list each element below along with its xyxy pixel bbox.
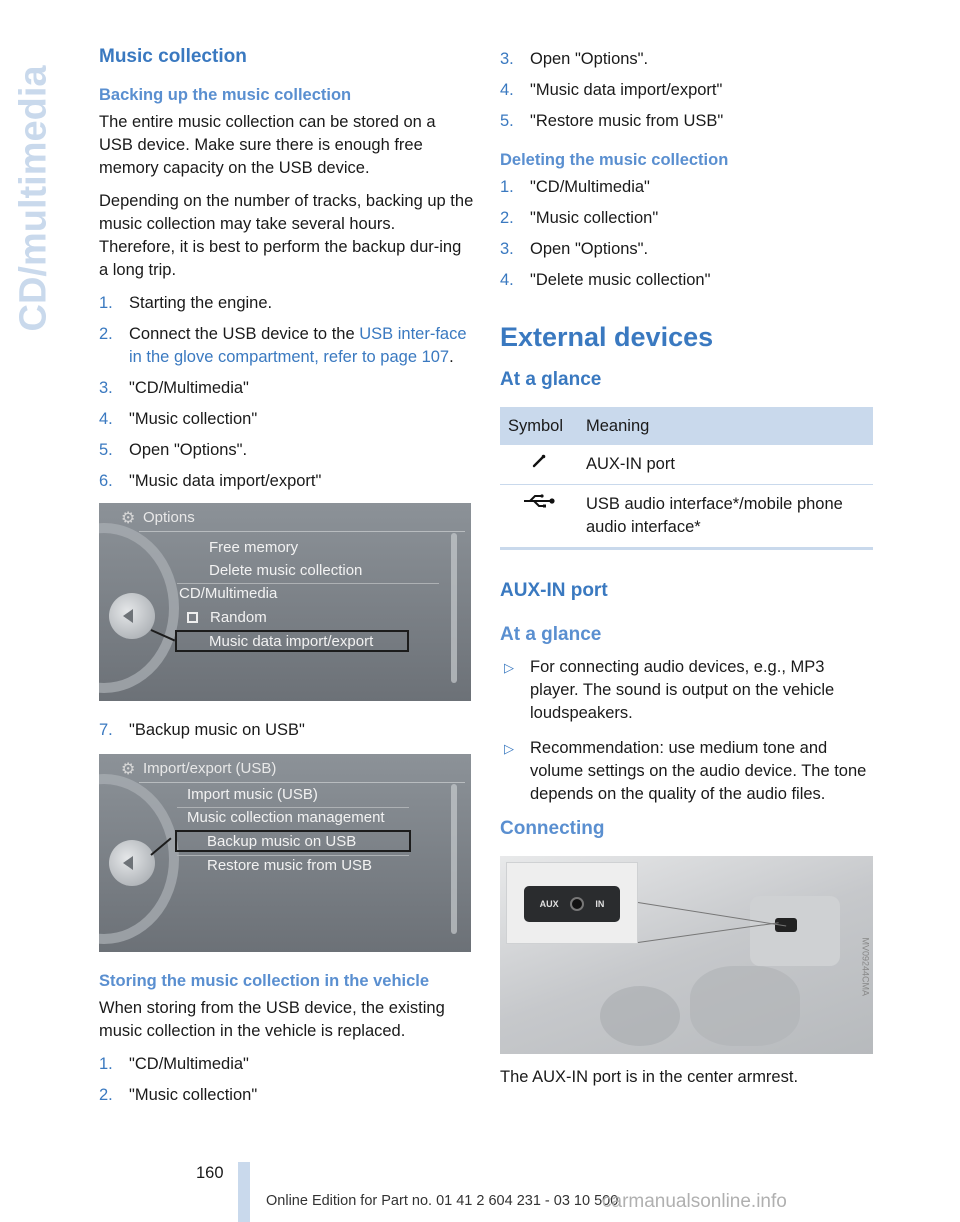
- list-item: 2. Connect the USB device to the USB inter-face in the glove compartment, refer to page 107.: [99, 325, 467, 366]
- checkbox-icon: [187, 612, 198, 623]
- menu-item-restore-music: Restore music from USB: [207, 857, 373, 874]
- deleting-steps: [500, 176, 875, 292]
- image-code: MV09244CMA: [861, 937, 871, 996]
- list-item: 2. "Music collection": [500, 209, 659, 227]
- list-item: 1. "CD/Multimedia": [99, 1055, 249, 1073]
- list-item: 1. Starting the engine.: [99, 294, 273, 312]
- list-item: 1. "CD/Multimedia": [500, 178, 650, 196]
- controller-knob-icon: [109, 840, 155, 886]
- menu-item-backup-music: Backup music on USB: [207, 833, 357, 850]
- backup-steps: [99, 292, 474, 493]
- storing-steps: [99, 1053, 474, 1107]
- triangle-bullet-icon: ▷: [504, 741, 514, 756]
- cupholder-shape: [690, 966, 800, 1046]
- page-number: 160: [196, 1164, 224, 1182]
- aux-port-photo: [500, 856, 873, 1054]
- side-tab-label: CD/multimedia: [12, 65, 55, 332]
- list-item: 5. "Restore music from USB": [500, 112, 724, 130]
- list-item: 4. "Music data import/export": [500, 81, 723, 99]
- divider: [177, 583, 439, 584]
- divider: [177, 855, 409, 856]
- triangle-bullet-icon: ▷: [504, 660, 514, 675]
- divider: [139, 531, 465, 532]
- list-item: ▷ For connecting audio devices, e.g., MP3 player. The sound is output on the vehicle loudspeakers.: [500, 656, 875, 725]
- scrollbar: [451, 533, 457, 683]
- heading-aux-in-port: AUX-IN port: [500, 580, 608, 601]
- side-tab: [0, 40, 60, 360]
- usb-interface-link[interactable]: USB inter-face in the glove compartment, refer to page 107: [129, 325, 467, 366]
- meaning-usb: USB audio interface*/mobile phone audio interface*: [578, 485, 873, 549]
- heading-deleting: Deleting the music collection: [500, 151, 729, 169]
- heading-backup: Backing up the music collection: [99, 86, 352, 104]
- storing-para: When storing from the USB device, the existing music collection in the vehicle is replaced.: [99, 999, 445, 1040]
- heading-at-a-glance: At a glance: [500, 369, 602, 390]
- screen-title: Import/export (USB): [143, 760, 277, 777]
- menu-item-delete-collection: Delete music collection: [209, 562, 363, 579]
- list-item: 5. Open "Options".: [99, 441, 248, 459]
- list-item: 7. "Backup music on USB": [99, 721, 305, 739]
- usb-icon: [500, 485, 578, 549]
- menu-item-random: Random: [187, 609, 267, 626]
- list-item: 3. Open "Options".: [500, 240, 649, 258]
- controller-knob-icon: [109, 593, 155, 639]
- divider: [177, 807, 409, 808]
- menu-item-music-import-export: Music data import/export: [209, 633, 374, 650]
- list-item: 2. "Music collection": [99, 1086, 258, 1104]
- watermark: carmanualsonline.info: [602, 1191, 787, 1212]
- menu-item-free-memory: Free memory: [209, 539, 299, 556]
- heading-connecting: Connecting: [500, 818, 605, 839]
- footer-text: Online Edition for Part no. 01 41 2 604 231 - 03 10 500: [266, 1193, 619, 1209]
- jack-icon: [570, 897, 584, 911]
- backup-step-7: [99, 719, 474, 742]
- col-symbol: Symbol: [500, 407, 578, 445]
- heading-storing: Storing the music collection in the vehicle: [99, 972, 430, 990]
- heading-aux-at-a-glance: At a glance: [500, 624, 602, 645]
- heading-external-devices: External devices: [500, 322, 714, 352]
- aux-bullets: [500, 656, 875, 806]
- photo-caption: The AUX-IN port is in the center armrest.: [500, 1068, 799, 1086]
- divider: [139, 782, 465, 783]
- meaning-aux: AUX-IN port: [586, 455, 675, 473]
- table-header: [500, 407, 873, 445]
- highlight-frame: [175, 830, 411, 852]
- highlight-frame: [175, 630, 409, 652]
- col-meaning: Meaning: [578, 407, 873, 445]
- list-item: 6. "Music data import/export": [99, 472, 322, 490]
- symbol-table: [500, 407, 873, 550]
- section-title-music-collection: Music collection: [99, 46, 247, 67]
- backup-para-2: Depending on the number of tracks, backing up the music collection may take several hours. Therefore, it is best to perform the backup dur-ing a long trip.: [99, 192, 474, 279]
- list-item: 3. Open "Options".: [500, 50, 649, 68]
- menu-item-import-music: Import music (USB): [187, 786, 318, 803]
- list-item: 4. "Music collection": [99, 410, 258, 428]
- footer-bar: [238, 1162, 250, 1222]
- list-item: 4. "Delete music collection": [500, 271, 711, 289]
- cupholder-shape: [600, 986, 680, 1046]
- backup-para-1: The entire music collection can be stored on a USB device. Make sure there is enough free memory capacity on the USB device.: [99, 113, 436, 177]
- list-item: 3. "CD/Multimedia": [99, 379, 249, 397]
- storing-steps-cont: [500, 48, 875, 133]
- scrollbar: [451, 784, 457, 934]
- right-column: [500, 40, 875, 1087]
- gear-icon: ⚙: [121, 510, 136, 527]
- aux-plug-icon: [500, 445, 578, 485]
- table-row: [500, 445, 873, 485]
- left-column: [99, 40, 474, 1115]
- menu-item-collection-management: Music collection management: [187, 809, 385, 826]
- menu-group-cd-multimedia: CD/Multimedia: [179, 585, 278, 602]
- table-row: [500, 485, 873, 549]
- idrive-screen-options: [99, 503, 471, 701]
- aux-in-panel: AUX IN: [524, 886, 620, 922]
- idrive-screen-import-export: [99, 754, 471, 952]
- list-item: ▷ Recommendation: use medium tone and volume settings on the audio device. The tone depends on the quality of the audio files.: [500, 737, 875, 806]
- screen-title: Options: [143, 509, 195, 526]
- gear-icon: ⚙: [121, 761, 136, 778]
